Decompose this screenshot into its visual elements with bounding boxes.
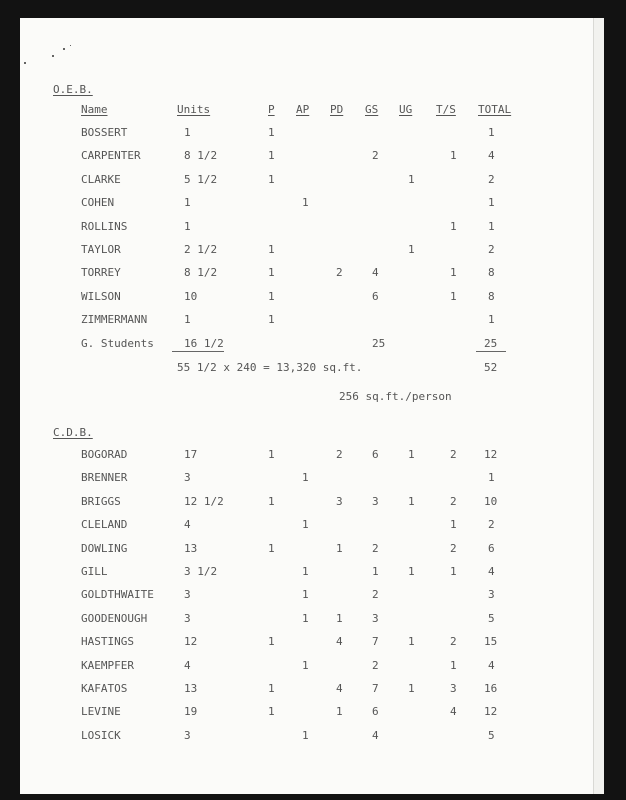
cell-units: 4	[184, 518, 191, 532]
calc-total: 52	[484, 361, 498, 374]
cell-p: 1	[268, 705, 275, 719]
header-total: TOTAL	[478, 103, 512, 116]
cell-ug: 1	[408, 682, 415, 695]
cell-gs: 2	[372, 658, 379, 672]
cell-gs: 6	[372, 705, 379, 719]
cell-total: 1	[488, 471, 495, 485]
cell-gs: 6	[372, 448, 379, 461]
cell-units: 3	[184, 611, 191, 625]
cell-units: 13	[184, 541, 198, 555]
cell-name: BOGORAD	[81, 448, 128, 461]
cell-p: 1	[268, 541, 275, 555]
cell-units: 1	[184, 196, 191, 210]
cell-total: 8	[488, 266, 495, 280]
cell-total: 2	[488, 518, 495, 532]
cell-gs: 7	[372, 635, 379, 649]
cell-total: 12	[484, 705, 498, 719]
cell-total: 1	[488, 126, 495, 139]
cell-gs: 7	[372, 682, 379, 695]
cell-name: G. Students	[81, 336, 154, 350]
cell-units: 3	[184, 471, 191, 485]
cell-ap: 1	[302, 518, 309, 532]
cell-ts: 1	[450, 518, 457, 532]
cell-ug: 1	[408, 494, 415, 508]
cell-pd: 2	[336, 448, 343, 461]
header-pd: PD	[330, 103, 344, 116]
header-ap: AP	[296, 103, 310, 116]
cell-name: BRIGGS	[81, 494, 121, 508]
cell-name: GOODENOUGH	[81, 611, 148, 625]
cell-total: 16	[484, 682, 498, 695]
cell-p: 1	[268, 682, 275, 695]
cell-gs: 4	[372, 266, 379, 280]
cell-pd: 1	[336, 541, 343, 555]
cell-ts: 1	[450, 565, 457, 578]
section-heading-oeb: O.E.B.	[53, 83, 93, 96]
cell-name: DOWLING	[81, 541, 128, 555]
cell-units: 2 1/2	[184, 243, 218, 256]
cell-name: HASTINGS	[81, 635, 134, 649]
cell-units: 13	[184, 682, 198, 695]
students-units-rule	[172, 351, 224, 352]
cell-total: 1	[488, 196, 495, 210]
cell-name: COHEN	[81, 196, 115, 210]
cell-units: 1	[184, 313, 191, 327]
cell-ts: 1	[450, 149, 457, 163]
cell-ts: 1	[450, 289, 457, 303]
cell-ap: 1	[302, 658, 309, 672]
cell-units: 12 1/2	[184, 494, 224, 508]
cell-units: 8 1/2	[184, 266, 218, 280]
cell-name: CLELAND	[81, 518, 128, 532]
cell-ap: 1	[302, 471, 309, 485]
cell-name: WILSON	[81, 289, 121, 303]
cell-name: TORREY	[81, 266, 121, 280]
cell-ts: 3	[450, 682, 457, 695]
cell-total: 12	[484, 448, 498, 461]
cell-p: 1	[268, 635, 275, 649]
cell-units: 4	[184, 658, 191, 672]
cell-total: 3	[488, 588, 495, 602]
cell-ts: 4	[450, 705, 457, 719]
cell-ts: 2	[450, 494, 457, 508]
cell-p: 1	[268, 289, 275, 303]
header-ug: UG	[399, 103, 413, 116]
cell-name: KAFATOS	[81, 682, 128, 695]
cell-ug: 1	[408, 243, 415, 256]
cell-pd: 4	[336, 682, 343, 695]
cell-name: LEVINE	[81, 705, 121, 719]
cell-total: 10	[484, 494, 498, 508]
cell-ts: 2	[450, 541, 457, 555]
cell-total: 1	[488, 313, 495, 327]
cell-units: 3 1/2	[184, 565, 218, 578]
cell-gs: 3	[372, 494, 379, 508]
cell-p: 1	[268, 494, 275, 508]
header-p: P	[268, 103, 275, 116]
cell-ts: 1	[450, 658, 457, 672]
header-gs: GS	[365, 103, 379, 116]
cell-units: 8 1/2	[184, 149, 218, 163]
cell-units: 3	[184, 728, 191, 742]
cell-ts: 2	[450, 635, 457, 649]
cell-p: 1	[268, 448, 275, 461]
cell-p: 1	[268, 313, 275, 327]
cell-ts: 1	[450, 219, 457, 233]
cell-units: 12	[184, 635, 198, 649]
cell-gs: 2	[372, 541, 379, 555]
cell-total: 6	[488, 541, 495, 555]
cell-name: ROLLINS	[81, 219, 128, 233]
cell-gs: 25	[372, 336, 386, 350]
cell-name: GOLDTHWAITE	[81, 588, 154, 602]
cell-units: 5 1/2	[184, 172, 218, 186]
cell-gs: 2	[372, 149, 379, 163]
cell-gs: 1	[372, 565, 379, 578]
cell-ug: 1	[408, 448, 415, 461]
header-ts: T/S	[436, 103, 456, 116]
cell-total: 5	[488, 611, 495, 625]
cell-p: 1	[268, 149, 275, 163]
cell-total: 8	[488, 289, 495, 303]
cell-ug: 1	[408, 565, 415, 578]
cell-total: 4	[488, 149, 495, 163]
per-person-figure: 256 sq.ft./person	[339, 390, 452, 403]
cell-ap: 1	[302, 196, 309, 210]
cell-total: 25	[484, 336, 498, 350]
cell-name: LOSICK	[81, 728, 121, 742]
cell-gs: 6	[372, 289, 379, 303]
cell-ap: 1	[302, 728, 309, 742]
cell-total: 5	[488, 728, 495, 742]
cell-ap: 1	[302, 565, 309, 578]
students-total-rule	[476, 351, 506, 352]
cell-ug: 1	[408, 635, 415, 649]
cell-total: 4	[488, 658, 495, 672]
cell-units: 1	[184, 126, 191, 139]
cell-total: 2	[488, 243, 495, 256]
cell-name: GILL	[81, 565, 108, 578]
cell-p: 1	[268, 172, 275, 186]
cell-pd: 4	[336, 635, 343, 649]
cell-p: 1	[268, 126, 275, 139]
cell-ts: 1	[450, 266, 457, 280]
cell-name: BOSSERT	[81, 126, 128, 139]
cell-gs: 3	[372, 611, 379, 625]
cell-name: BRENNER	[81, 471, 128, 485]
cell-units: 10	[184, 289, 198, 303]
cell-p: 1	[268, 243, 275, 256]
cell-pd: 3	[336, 494, 343, 508]
header-name: Name	[81, 103, 108, 116]
cell-ts: 2	[450, 448, 457, 461]
cell-pd: 2	[336, 266, 343, 280]
cell-units: 17	[184, 448, 198, 461]
cell-gs: 4	[372, 728, 379, 742]
area-calculation: 55 1/2 x 240 = 13,320 sq.ft.	[177, 361, 363, 374]
cell-total: 4	[488, 565, 495, 578]
header-units: Units	[177, 103, 211, 116]
cell-units: 16 1/2	[184, 336, 224, 350]
cell-pd: 1	[336, 611, 343, 625]
cell-total: 15	[484, 635, 498, 649]
cell-ap: 1	[302, 611, 309, 625]
section-heading-cdb: C.D.B.	[53, 426, 93, 439]
cell-units: 1	[184, 219, 191, 233]
cell-name: ZIMMERMANN	[81, 313, 148, 327]
cell-pd: 1	[336, 705, 343, 719]
cell-name: CLARKE	[81, 172, 121, 186]
cell-p: 1	[268, 266, 275, 280]
cell-name: TAYLOR	[81, 243, 121, 256]
cell-name: CARPENTER	[81, 149, 141, 163]
cell-total: 1	[488, 219, 495, 233]
cell-units: 19	[184, 705, 198, 719]
cell-gs: 2	[372, 588, 379, 602]
cell-ug: 1	[408, 172, 415, 186]
cell-units: 3	[184, 588, 191, 602]
cell-name: KAEMPFER	[81, 658, 134, 672]
cell-ap: 1	[302, 588, 309, 602]
cell-total: 2	[488, 172, 495, 186]
